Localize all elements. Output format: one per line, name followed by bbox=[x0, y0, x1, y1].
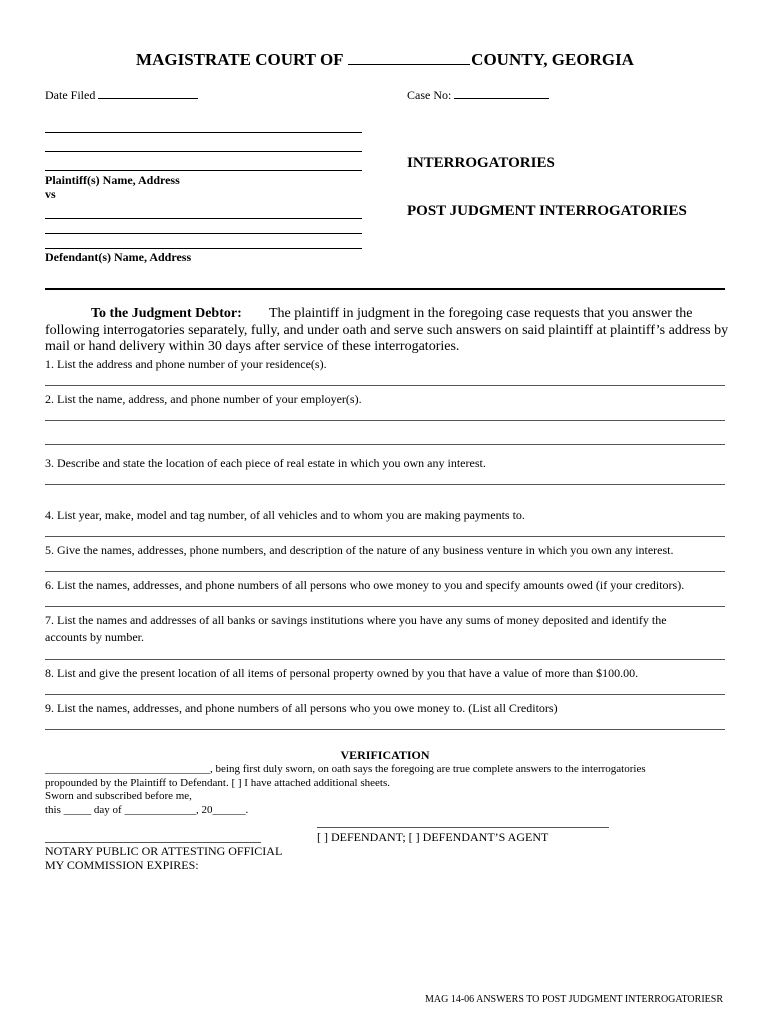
vs-label: vs bbox=[45, 187, 56, 201]
answer-line-8a[interactable] bbox=[45, 694, 725, 695]
answer-line-2b[interactable] bbox=[45, 444, 725, 445]
defendant-line-2[interactable] bbox=[45, 233, 362, 234]
date-filed-row bbox=[45, 88, 198, 103]
form-id: MAG 14-06 ANSWERS TO POST JUDGMENT INTERROGATORIESR bbox=[425, 994, 723, 1005]
page-title bbox=[0, 50, 770, 70]
verification-block bbox=[45, 763, 735, 817]
intro-line-3: mail or hand delivery within 30 days after service of these interrogatories. bbox=[45, 339, 460, 354]
answer-line-1a[interactable] bbox=[45, 385, 725, 386]
title-left: MAGISTRATE COURT OF bbox=[136, 50, 343, 69]
verification-heading: VERIFICATION bbox=[340, 748, 430, 762]
defendant-line-3[interactable] bbox=[45, 248, 362, 249]
affiant-blank[interactable]: ______________________________ bbox=[45, 763, 210, 775]
question-6: 6. List the names, addresses, and phone numbers of all persons who owe money to you and specify amounts owed (if your creditors). bbox=[45, 578, 685, 592]
county-blank[interactable] bbox=[348, 50, 470, 65]
question-7: 7. List the names and addresses of all banks or savings institutions where you have any sums of money deposited and identify the bbox=[45, 613, 667, 627]
question-4: 4. List year, make, model and tag number, of all vehicles and to whom you are making payments to. bbox=[45, 508, 525, 522]
verification-line-4: this _____ day of _____________, 20______. bbox=[45, 803, 249, 816]
plaintiff-line-3[interactable] bbox=[45, 170, 362, 171]
post-judgment-heading: POST JUDGMENT INTERROGATORIES bbox=[407, 203, 687, 219]
intro-line-2: following interrogatories separately, fully, and under oath and serve such answers on said plaintiff at plaintiff’s address by bbox=[45, 322, 729, 338]
title-right: COUNTY, GEORGIA bbox=[471, 50, 634, 69]
defendant-options: [ ] DEFENDANT; [ ] DEFENDANT’S AGENT bbox=[317, 830, 549, 844]
commission-label: MY COMMISSION EXPIRES: bbox=[45, 858, 199, 872]
plaintiff-line-2[interactable] bbox=[45, 151, 362, 152]
answer-line-4a[interactable] bbox=[45, 536, 725, 537]
question-7-cont: accounts by number. bbox=[45, 630, 144, 644]
plaintiff-label: Plaintiff(s) Name, Address bbox=[45, 173, 180, 187]
verification-line-3: Sworn and subscribed before me, bbox=[45, 790, 192, 802]
answer-line-6a[interactable] bbox=[45, 606, 725, 607]
question-8: 8. List and give the present location of all items of personal property owned by you that have a value of more than $100.00. bbox=[45, 666, 639, 680]
question-5: 5. Give the names, addresses, phone numbers, and description of the nature of any business venture in which you own any interest. bbox=[45, 543, 674, 557]
case-no-field[interactable] bbox=[454, 89, 549, 99]
intro-line-1: To the Judgment Debtor: The plaintiff in judgment in the foregoing case requests that you answer the bbox=[91, 306, 693, 321]
interrogatories-heading: INTERROGATORIES bbox=[407, 155, 555, 171]
question-3: 3. Describe and state the location of each piece of real estate in which you own any interest. bbox=[45, 456, 486, 470]
answer-line-5a[interactable] bbox=[45, 571, 725, 572]
question-9: 9. List the names, addresses, and phone numbers of all persons who you owe money to. (List all Creditors) bbox=[45, 701, 558, 715]
defendant-signature-line[interactable] bbox=[317, 827, 609, 828]
section-divider bbox=[45, 288, 725, 290]
answer-line-3a[interactable] bbox=[45, 484, 725, 485]
answer-line-7a[interactable] bbox=[45, 659, 725, 660]
intro-lead: To the Judgment Debtor: bbox=[91, 306, 242, 321]
defendant-label: Defendant(s) Name, Address bbox=[45, 250, 192, 264]
notary-label: NOTARY PUBLIC OR ATTESTING OFFICIAL bbox=[45, 844, 283, 858]
answer-line-2a[interactable] bbox=[45, 420, 725, 421]
case-no-row bbox=[407, 88, 549, 103]
question-1: 1. List the address and phone number of your residence(s). bbox=[45, 357, 327, 371]
intro-paragraph bbox=[45, 306, 735, 356]
date-filed-field[interactable] bbox=[98, 89, 198, 99]
case-no-label: Case No: bbox=[407, 88, 452, 102]
verification-line-2: propounded by the Plaintiff to Defendant. [ ] I have attached additional sheets. bbox=[45, 776, 390, 789]
date-filed-label: Date Filed bbox=[45, 88, 96, 102]
question-2: 2. List the name, address, and phone number of your employer(s). bbox=[45, 392, 362, 406]
defendant-line-1[interactable] bbox=[45, 218, 362, 219]
answer-line-9a[interactable] bbox=[45, 729, 725, 730]
plaintiff-line-1[interactable] bbox=[45, 132, 362, 133]
verification-line-1: ______________________________, being first duly sworn, on oath says the foregoing are true complete answers to the interrogatories bbox=[45, 763, 646, 775]
notary-signature-line[interactable] bbox=[45, 842, 261, 843]
